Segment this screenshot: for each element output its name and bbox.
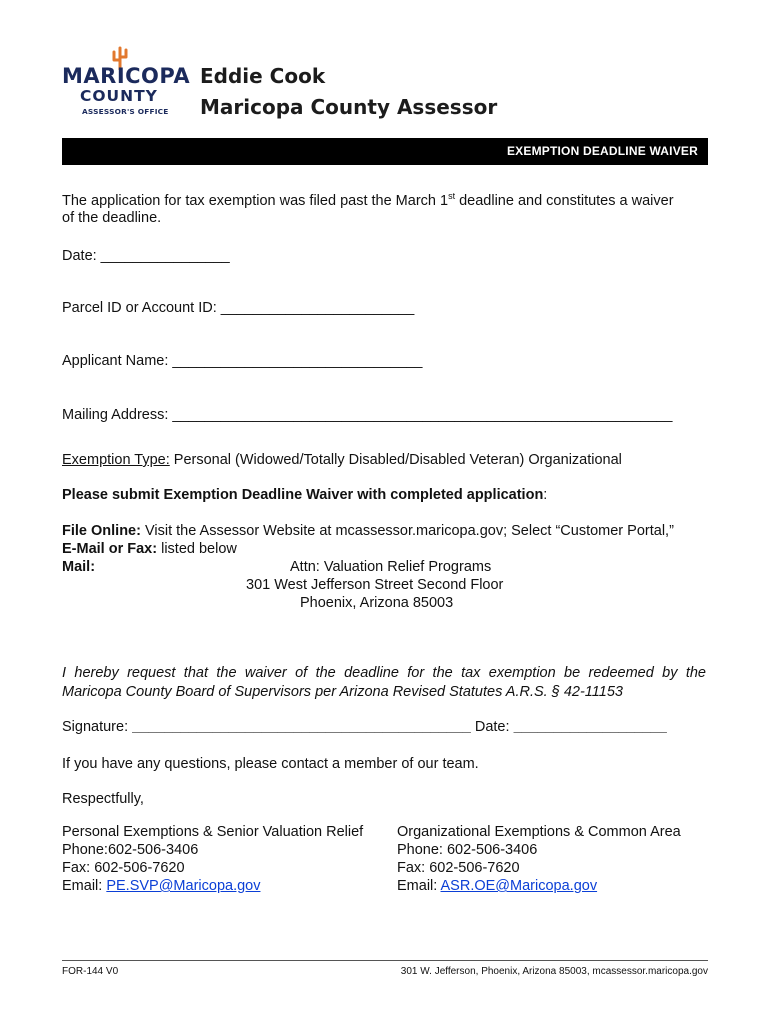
date-field[interactable]: Date: ________________ xyxy=(62,248,230,264)
closing-text: Respectfully, xyxy=(62,791,144,807)
exemption-type-label: Exemption Type: xyxy=(62,452,170,468)
personal-fax: Fax: 602-506-7620 xyxy=(62,860,185,876)
intro-text xyxy=(62,192,674,210)
signature-date-label: Date: xyxy=(470,719,514,735)
form-title-banner xyxy=(62,138,708,165)
assessor-title: Maricopa County Assessor xyxy=(200,95,498,119)
mail-street: 301 West Jefferson Street Second Floor xyxy=(246,577,504,593)
request-line2: Maricopa County Board of Supervisors per Arizona Revised Statutes A.R.S. § 42-11153 xyxy=(62,684,623,700)
mail-attn: Attn: Valuation Relief Programs xyxy=(290,559,492,575)
footer-form-id: FOR-144 V0 xyxy=(62,966,119,977)
submit-heading: Please submit Exemption Deadline Waiver with completed application xyxy=(62,487,544,503)
questions-text: If you have any questions, please contact a member of our team. xyxy=(62,756,479,772)
parcel-id-field[interactable]: Parcel ID or Account ID: ________________________ xyxy=(62,300,415,316)
signature-row xyxy=(62,718,667,736)
maricopa-county-logo xyxy=(62,46,191,120)
signature-label: Signature: xyxy=(62,719,133,735)
email-fax-label: E-Mail or Fax: xyxy=(62,541,158,557)
exemption-type-row xyxy=(62,451,622,469)
personal-phone: Phone:602-506-3406 xyxy=(62,842,199,858)
submit-instructions xyxy=(62,486,547,504)
organizational-title: Organizational Exemptions & Common Area xyxy=(397,824,681,840)
signature-line[interactable]: __________________________________________ xyxy=(132,719,471,735)
intro-part1: The application for tax exemption was filed past the March 1 xyxy=(62,193,449,209)
personal-title: Personal Exemptions & Senior Valuation Relief xyxy=(62,824,364,840)
signature-date-line[interactable]: ___________________ xyxy=(513,719,667,735)
organizational-email-row xyxy=(397,877,681,895)
organizational-contact-block xyxy=(397,823,681,895)
organizational-fax: Fax: 602-506-7620 xyxy=(397,860,520,876)
request-line1: I hereby request that the waiver of the deadline for the tax exemption be redeemed by the xyxy=(62,665,706,681)
mailing-address-field[interactable]: Mailing Address: ______________________________________________________________ xyxy=(62,407,673,423)
personal-email-row xyxy=(62,877,363,895)
personal-email-link[interactable]: PE.SVP@Maricopa.gov xyxy=(106,878,261,894)
file-online-row xyxy=(62,522,674,540)
intro-part2: deadline and constitutes a waiver xyxy=(455,193,674,209)
footer-divider xyxy=(62,960,708,961)
applicant-name-field[interactable]: Applicant Name: _______________________________ xyxy=(62,353,423,369)
form-title: EXEMPTION DEADLINE WAIVER xyxy=(506,144,698,158)
exemption-type-options[interactable]: Personal (Widowed/Totally Disabled/Disabled Veteran) Organizational xyxy=(169,452,622,468)
personal-email-label: Email: xyxy=(62,878,107,894)
footer-address: 301 W. Jefferson, Phoenix, Arizona 85003, mcassessor.maricopa.gov xyxy=(400,966,708,977)
logo-office-text: ASSESSOR'S OFFICE xyxy=(82,107,169,116)
organizational-email-link[interactable]: ASR.OE@Maricopa.gov xyxy=(440,878,598,894)
assessor-name: Eddie Cook xyxy=(200,64,326,88)
organizational-phone: Phone: 602-506-3406 xyxy=(397,842,538,858)
personal-contact-block xyxy=(62,823,363,895)
intro-sup: st xyxy=(448,191,456,201)
mail-label: Mail: xyxy=(62,559,96,575)
logo-county-text: COUNTY xyxy=(80,87,158,105)
organizational-email-label: Email: xyxy=(397,878,441,894)
logo-maricopa-text: MARICOPA xyxy=(62,64,191,88)
submit-colon: : xyxy=(543,487,548,503)
file-online-label: File Online: xyxy=(62,523,141,539)
mail-city: Phoenix, Arizona 85003 xyxy=(300,595,454,611)
email-fax-text: listed below xyxy=(157,541,237,557)
file-online-text: Visit the Assessor Website at mcassessor.maricopa.gov; Select “Customer Portal,” xyxy=(140,523,674,539)
intro-line2: of the deadline. xyxy=(62,210,162,226)
email-fax-row xyxy=(62,540,237,558)
